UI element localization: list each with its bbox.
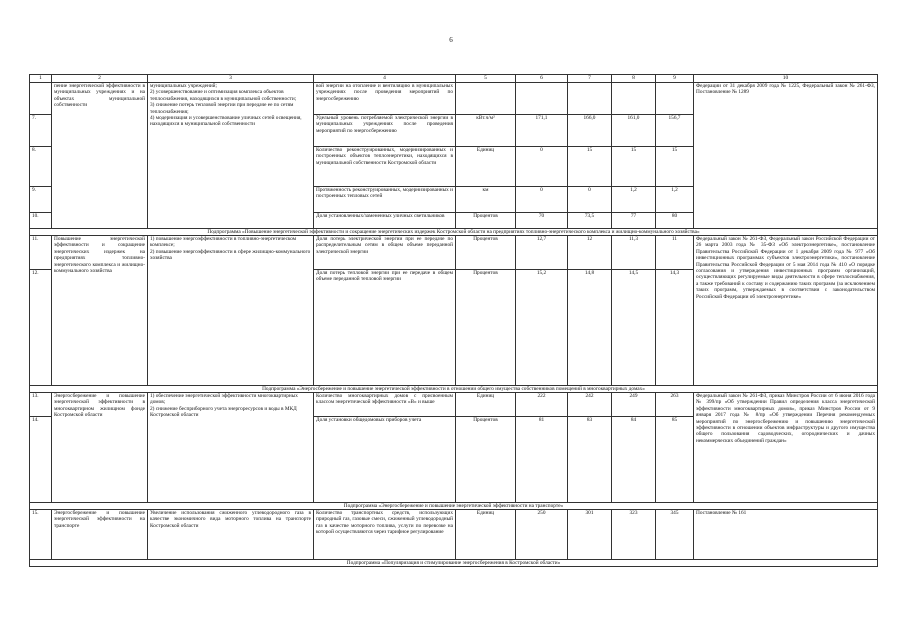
value-2023: 345 — [656, 510, 694, 560]
value-2020: 250 — [516, 510, 568, 560]
col-num-4: 4 — [314, 75, 456, 83]
legal-basis-cell: Федеральный закон № 261-ФЗ, приказ Минстроя России от 6 июня 2016 года № 399/пр «Об утверждении Правил определения класса энергетической эффективности многоквартирных домов», приказ Минстроя России от 9 января 2017 года № 8/пр «Об утверждении Перечня рекомендуемых мероприятий по энергосбережению и повышению энергетической эффективности в отношении объектов инфраструктуры и другого имущества общего пользования садоводческих, огороднических и дачных некоммерческих объединений граждан» — [694, 393, 878, 503]
value-2020: 12,7 — [516, 236, 568, 270]
unit-cell: Процентов — [456, 417, 516, 503]
legal-basis-cell: Федеральный закон № 261-ФЗ, Федеральный закон Российской Федерации от 26 марта 2003 года № 35-ФЗ «Об электроэнергетике», постановление Правительства Российской Федерации от 1 декабря 2009 года № 977 «Об инвестиционных программах субъектов электроэнергетики», постановление Правительства Российской Федерации от 5 мая 2014 года № 410 «О порядке согласования и утверждения инвестиционных программ организаций, осуществляющих регулируемые виды деятельности в сфере теплоснабжения, а также требований к составу и содержанию таких программ (за исключением таких программ, утверждаемых в соответствии с законодательством Российской Федерации об электроэнергетике» — [694, 236, 878, 386]
unit-cell: Процентов — [456, 270, 516, 386]
indicator-cell: Протяженность реконструированных, модернизированных и построенных тепловых сетей — [314, 187, 456, 213]
unit-cell: Единиц — [456, 147, 516, 187]
row-number: 14. — [30, 417, 52, 503]
value-2021: 15 — [568, 147, 612, 187]
column-number-row — [30, 75, 878, 83]
col-num-1: 1 — [30, 75, 52, 83]
program-name-cell: пение энергетической эффективности в муниципальных учреждениях и на объектах муниципальной собственности — [52, 83, 148, 229]
row-number: 15. — [30, 510, 52, 560]
value-2020: 15,2 — [516, 270, 568, 386]
value-2021: 83 — [568, 417, 612, 503]
value-2021: 73,5 — [568, 213, 612, 229]
value-2023: 263 — [656, 393, 694, 417]
legal-basis-cell: Постановление № 161 — [694, 510, 878, 560]
value-2023: 80 — [656, 213, 694, 229]
subprogram-heading-row — [30, 560, 878, 567]
value-cell — [516, 83, 568, 115]
value-2020: 222 — [516, 393, 568, 417]
value-2023: 15 — [656, 147, 694, 187]
col-num-6: 6 — [516, 75, 568, 83]
unit-cell: км — [456, 187, 516, 213]
tasks-cell: Увеличение использования сжиженного углеводородного газа в качестве экономичного вида моторного топлива на транспорте Костромской области — [148, 510, 314, 560]
value-cell — [568, 83, 612, 115]
indicator-cell: Доля потерь тепловой энергии при ее передаче в общем объеме переданной тепловой энергии — [314, 270, 456, 386]
targets-table — [29, 74, 878, 567]
program-name-cell: Повышение энергетической эффективности и сокращение энергетических издержек на предприятиях топливно-энергетического комплекса и жилищно-коммунального хозяйства — [52, 236, 148, 386]
subprogram-heading-row — [30, 503, 878, 510]
value-2022: 161,0 — [612, 115, 656, 147]
row-number: 10. — [30, 213, 52, 229]
col-num-9: 9 — [656, 75, 694, 83]
value-2023: 85 — [656, 417, 694, 503]
legal-basis-cell: Федерации от 31 декабря 2009 года № 1225, Федеральный закон № 261-ФЗ, Постановление № 1289 — [694, 83, 878, 229]
unit-cell: Единиц — [456, 393, 516, 417]
tasks-cell: 1) повышение энергоэффективности в топливно-энергетическом комплексе; 2) повышение энергоэффективности в сфере жилищно-коммунального хозяйства — [148, 236, 314, 386]
subprogram-heading-row — [30, 229, 878, 236]
value-2021: 166,0 — [568, 115, 612, 147]
unit-cell: кВт.ч/м² — [456, 115, 516, 147]
indicator-cell: Доля установки общедомовых приборов учета — [314, 417, 456, 503]
row-number: 7. — [30, 115, 52, 147]
unit-cell: Единиц — [456, 510, 516, 560]
row-number: 11. — [30, 236, 52, 270]
value-2022: 77 — [612, 213, 656, 229]
value-2022: 14,5 — [612, 270, 656, 386]
row-number: 12. — [30, 270, 52, 386]
page-number: 6 — [449, 36, 453, 44]
indicator-cell: вой энергии на отопление и вентиляцию в муниципальных учреждениях после проведения мероприятий по энергосбережению — [314, 83, 456, 115]
value-2020: 0 — [516, 147, 568, 187]
value-2022: 249 — [612, 393, 656, 417]
value-2021: 14,8 — [568, 270, 612, 386]
value-2022: 15 — [612, 147, 656, 187]
indicator-cell: Удельный уровень потребляемой электрической энергии в муниципальных учреждениях после проведения мероприятий по энергосбережению — [314, 115, 456, 147]
table-row — [30, 236, 878, 270]
unit-cell — [456, 83, 516, 115]
indicator-cell: Доля установленных/замененных уличных светильников — [314, 213, 456, 229]
value-cell — [612, 83, 656, 115]
value-2021: 12 — [568, 236, 612, 270]
col-num-8: 8 — [612, 75, 656, 83]
subprogram-heading: Подпрограмма «Энергосбережение и повышение энергетической эффективности на транспорте» — [30, 503, 878, 510]
subprogram-heading: Подпрограмма «Энергосбережение и повышение энергетической эффективности в отношении общего имущества собственников помещений в многоквартирных домах» — [30, 386, 878, 393]
value-2020: 171,1 — [516, 115, 568, 147]
value-2020: 0 — [516, 187, 568, 213]
indicator-cell: Доля потерь электрической энергии при ее передаче по распределительным сетям в общем объеме переданной электрической энергии — [314, 236, 456, 270]
col-num-5: 5 — [456, 75, 516, 83]
subprogram-heading-row — [30, 386, 878, 393]
indicator-cell: Количество многоквартирных домов с присвоенным классом энергетической эффективности «В» и выше — [314, 393, 456, 417]
value-2021: 242 — [568, 393, 612, 417]
table-row — [30, 393, 878, 417]
value-2022: 323 — [612, 510, 656, 560]
unit-cell: Процентов — [456, 236, 516, 270]
program-name-cell: Энергосбережение и повышение энергетической эффективности на транспорте — [52, 510, 148, 560]
row-number: 13. — [30, 393, 52, 417]
indicator-cell: Количество реконструированных, модернизированных и построенных объектов теплоэнергетики, находящихся в муниципальной собственности Костромской области — [314, 147, 456, 187]
subprogram-heading: Подпрограмма «Популяризация и стимулирование энергосбережения в Костромской области» — [30, 560, 878, 567]
value-2023: 14,3 — [656, 270, 694, 386]
value-cell — [656, 83, 694, 115]
row-number — [30, 83, 52, 115]
row-number: 8. — [30, 147, 52, 187]
unit-cell: Процентов — [456, 213, 516, 229]
value-2023: 1,2 — [656, 187, 694, 213]
value-2020: 70 — [516, 213, 568, 229]
subprogram-heading: Подпрограмма «Повышение энергетической эффективности и сокращение энергетических издержек Костромской области на предприятиях топливно-энергетического комплекса и жилищно-коммунального хозяйства» — [30, 229, 878, 236]
indicator-cell: Количество транспортных средств, использующих природный газ, газовые смеси, сжиженный углеводородный газ в качестве моторного топлива, услуги по перевозке на которой осуществляются через тарифное регулирование — [314, 510, 456, 560]
col-num-10: 10 — [694, 75, 878, 83]
row-number: 9. — [30, 187, 52, 213]
tasks-cell: 1) обеспечение энергетической эффективности многоквартирных домов; 2) снижение бесприборного учета энергоресурсов и воды в МКД Костромской области — [148, 393, 314, 503]
table-row — [30, 510, 878, 560]
value-2021: 0 — [568, 187, 612, 213]
value-2020: 81 — [516, 417, 568, 503]
value-2022: 1,2 — [612, 187, 656, 213]
program-name-cell: Энергосбережение и повышение энергетической эффективности в многоквартирном жилищном фонде Костромской области — [52, 393, 148, 503]
value-2023: 11 — [656, 236, 694, 270]
value-2022: 84 — [612, 417, 656, 503]
table-row — [30, 83, 878, 115]
tasks-cell: муниципальных учреждений; 2) усовершенствование и оптимизация комплекса объектов теплоснабжения, находящихся в муниципальной собственности; 3) снижение потерь тепловой энергии при передаче ее по сетям теплоснабжения; 4) модернизация и усовершенствование уличных сетей освещения, находящихся в муниципальной собственности — [148, 83, 314, 229]
col-num-3: 3 — [148, 75, 314, 83]
value-2023: 156,7 — [656, 115, 694, 147]
col-num-7: 7 — [568, 75, 612, 83]
col-num-2: 2 — [52, 75, 148, 83]
value-2021: 301 — [568, 510, 612, 560]
value-2022: 11,3 — [612, 236, 656, 270]
